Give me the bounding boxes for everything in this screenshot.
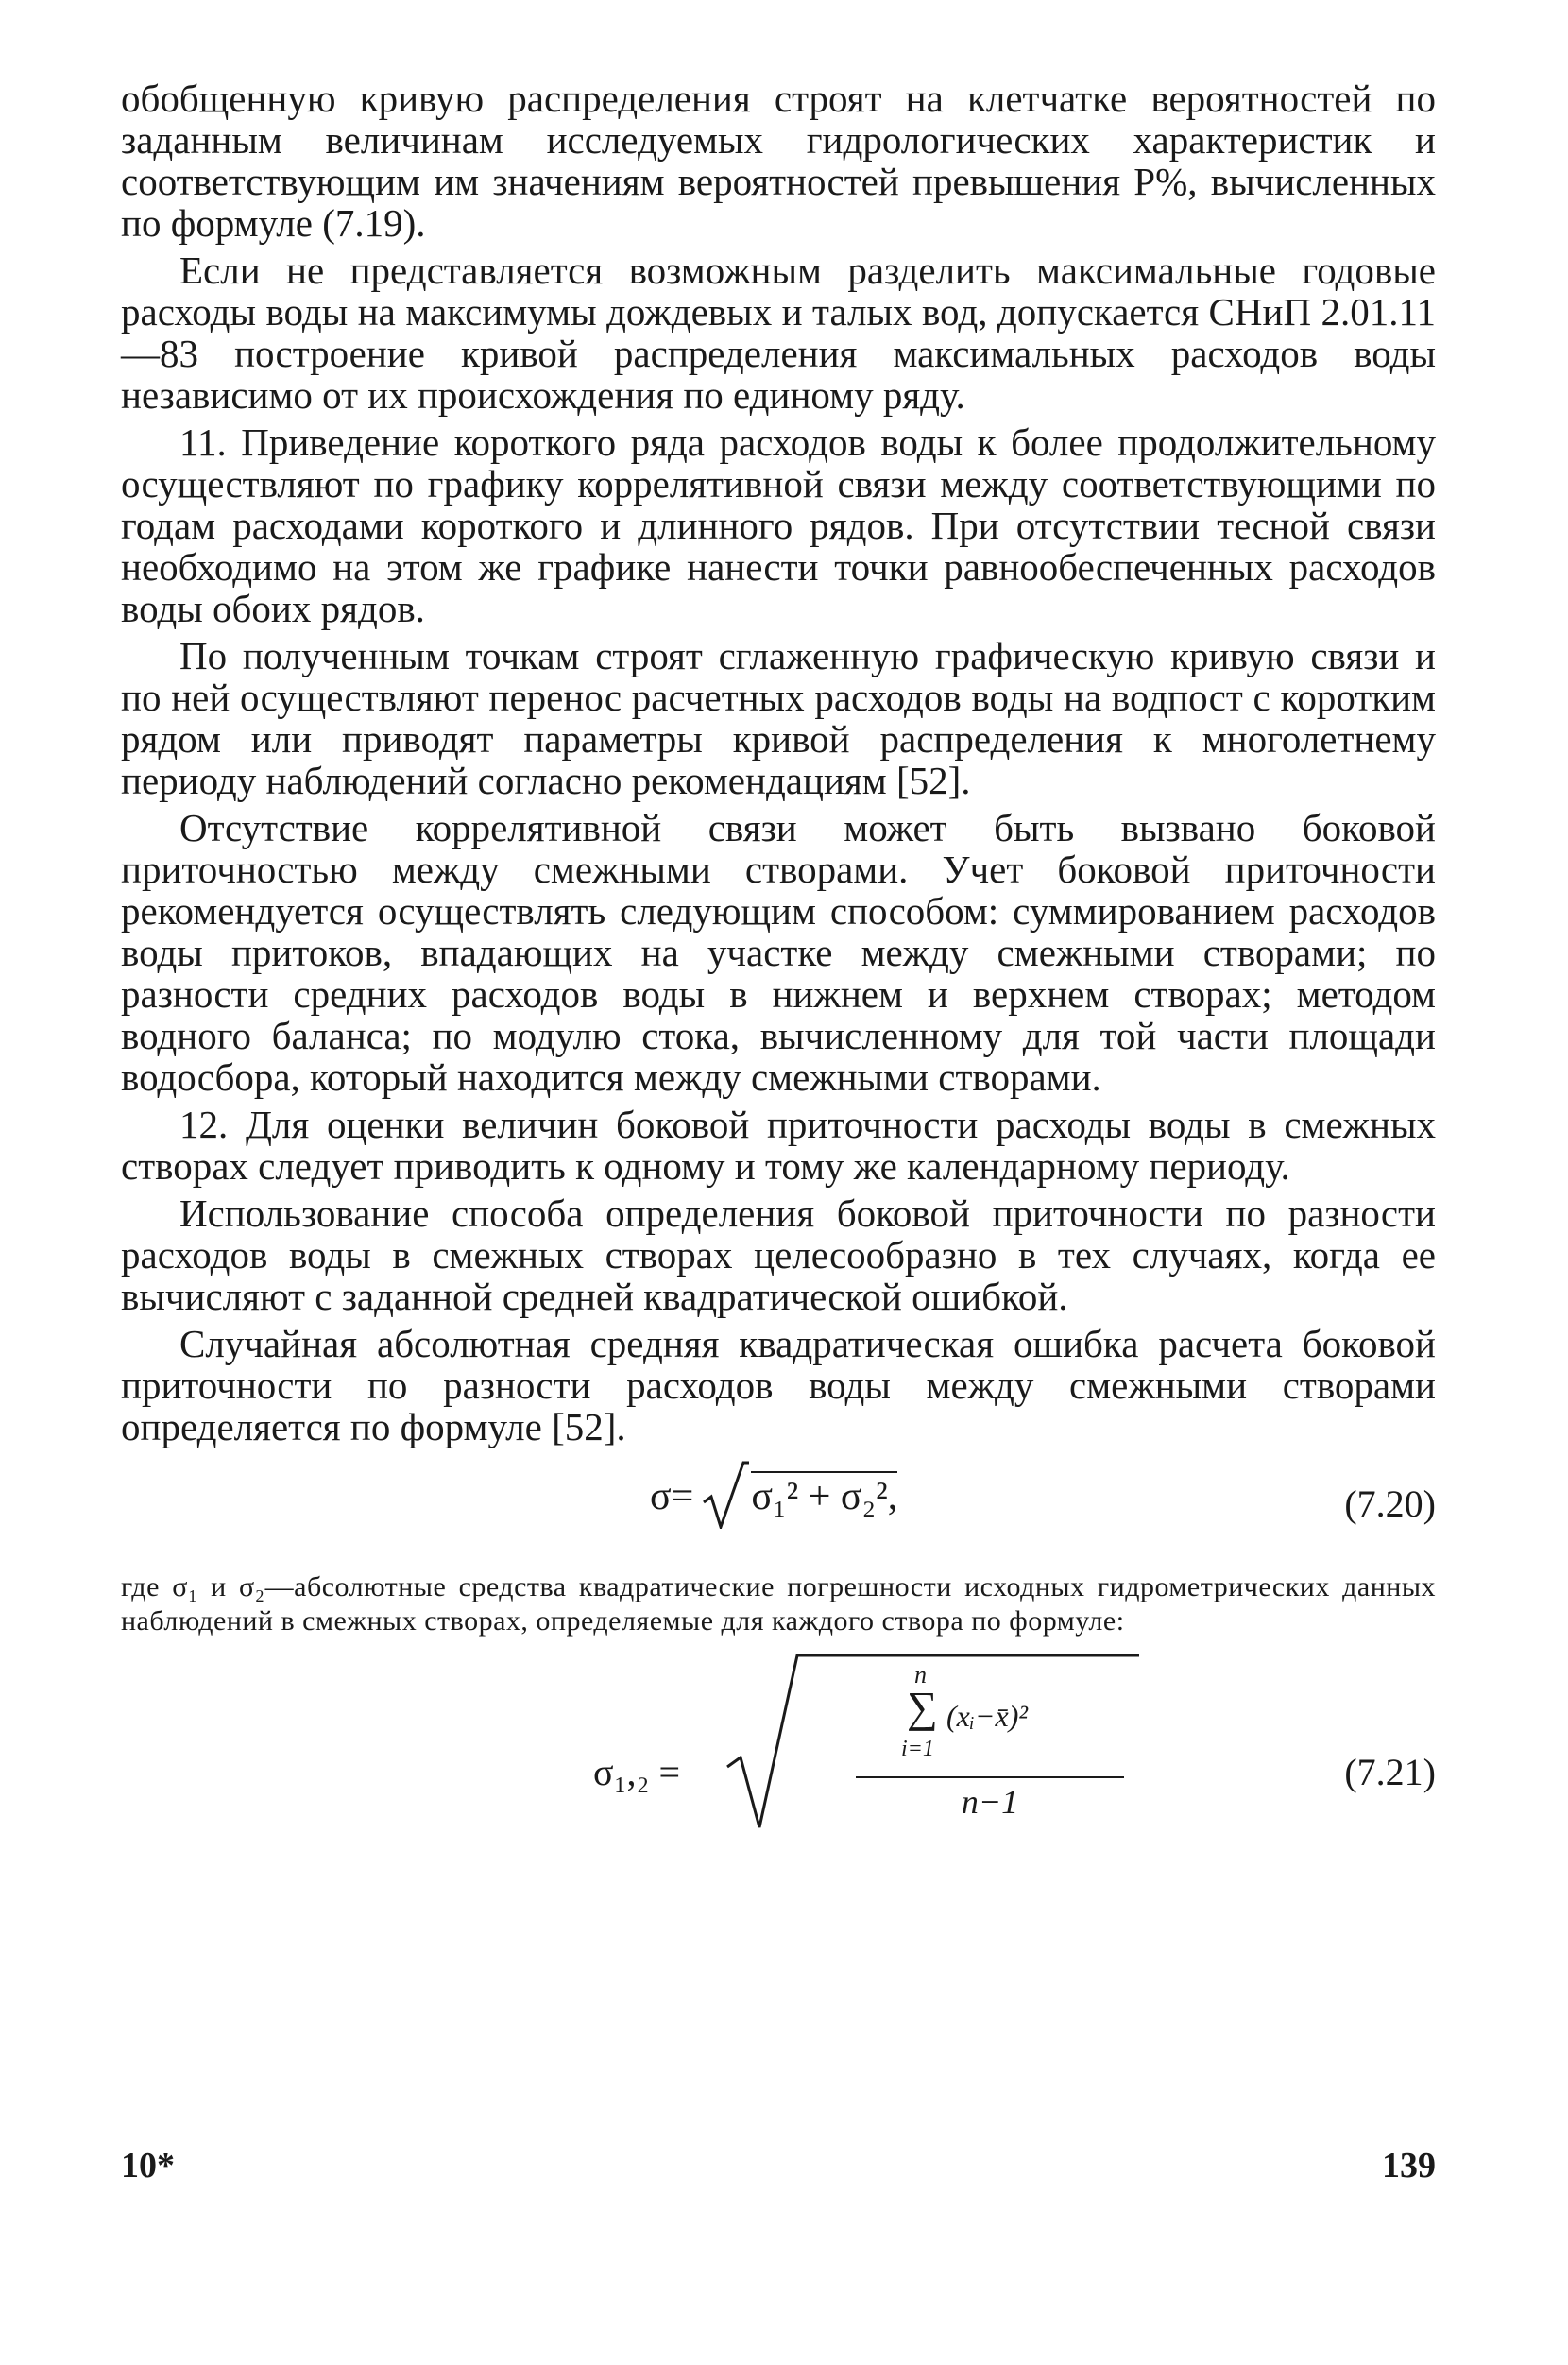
formula-7-21-number: (7.21) — [1344, 1751, 1436, 1793]
paragraph-3: 11. Приведение короткого ряда расходов воды к более продолжительному осуществляют по графику коррелятивной связи между соответствующими по годам расходами короткого и длинного рядов. При отсутствии тесной связи необходимо на этом же графике нанести точки равнообеспеченных расходов воды обоих рядов. — [121, 420, 1436, 630]
paragraph-1: обобщенную кривую распределения строят на клетчатке вероятностей по заданным величинам исследуемых гидрологических характеристик и соответствующим им значениям вероятностей превышения P%, вычисленных по формуле (7.19). — [121, 77, 1436, 245]
formula-7-20-number: (7.20) — [1344, 1482, 1436, 1525]
paragraph-7: Использование способа определения боковой приточности по разности расходов воды в смежных створах целесообразно в тех случаях, когда ее вычисляют с заданной средней квадратической ошибкой. — [121, 1191, 1436, 1318]
sum-lower-limit: i=1 — [901, 1737, 934, 1761]
formula-note: где σ₁ и σ₂—абсолютные средства квадратические погрешности исходных гидрометрических данных наблюдений в смежных створах, определяемые для каждого створа по формуле: — [121, 1571, 1436, 1637]
formula-7-21-denominator: n−1 — [961, 1783, 1019, 1821]
sum-upper-limit: n — [914, 1661, 927, 1688]
sum-term: (xᵢ−x̄)² — [946, 1699, 1028, 1733]
page-number: 139 — [1382, 2146, 1436, 2185]
signature-mark: 10* — [121, 2146, 175, 2185]
formula-7-21-fraction — [848, 1654, 1132, 1822]
paragraph-4: По полученным точкам строят сглаженную графическую кривую связи и по ней осуществляют перенос расчетных расходов воды на водпост с коротким рядом или приводят параметры кривой распределения к многолетнему периоду наблюдений согласно рекомендациям [52]. — [121, 634, 1436, 802]
formula-7-21-lhs: σ₁,₂ = — [593, 1751, 681, 1793]
paragraph-2: Если не представляется возможным разделить максимальные годовые расходы воды на максимумы дождевых и талых вод, допускается СНиП 2.01.11—83 построение кривой распределения максимальных расходов воды независимо от их происхождения по единому ряду. — [121, 248, 1436, 417]
formula-7-21 — [121, 1644, 1436, 1833]
paragraph-6: 12. Для оценки величин боковой приточности расходы воды в смежных створах следует приводить к одному и тому же календарному периоду. — [121, 1103, 1436, 1188]
sum-symbol: ∑ — [907, 1683, 938, 1731]
formula-7-20-radicand: σ₁² + σ₂², — [751, 1471, 897, 1518]
formula-7-20-lhs: σ= — [650, 1475, 694, 1518]
page-body — [121, 77, 1436, 1833]
formula-7-20 — [121, 1448, 1436, 1561]
sqrt-symbol — [704, 1474, 897, 1519]
paragraph-8: Случайная абсолютная средняя квадратическая ошибка расчета боковой приточности по разности расходов воды между смежными створами определяется по формуле [52]. — [121, 1322, 1436, 1448]
paragraph-5: Отсутствие коррелятивной связи может быть вызвано боковой приточностью между смежными створами. Учет боковой приточности рекомендуется осуществлять следующим способом: суммированием расходов воды притоков, впадающих на участке между смежными створами; по разности средних расходов воды в нижнем и верхнем створах; методом водного баланса; по модулю стока, вычисленному для той части площади водосбора, который находится между смежными створами. — [121, 806, 1436, 1099]
